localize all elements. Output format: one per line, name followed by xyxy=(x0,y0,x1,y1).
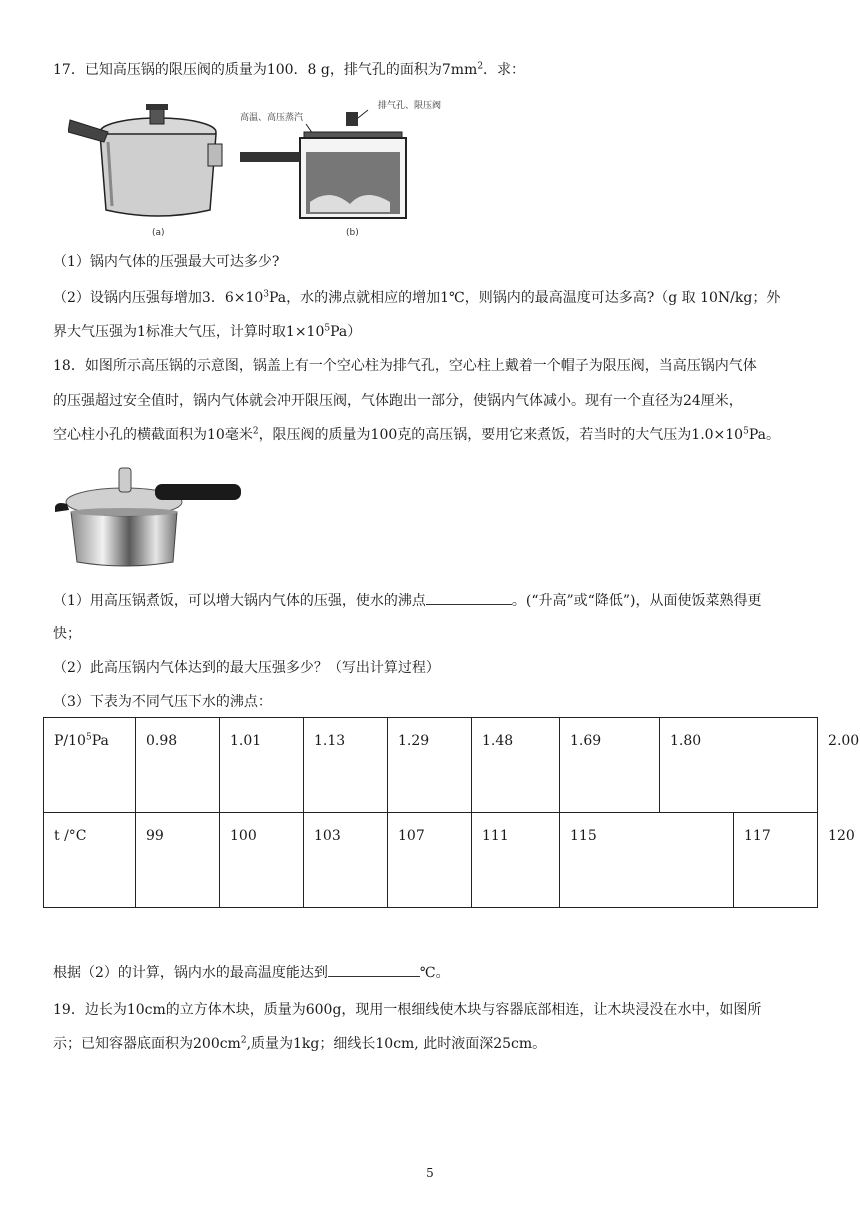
q18-sub1-line2: 快； xyxy=(53,626,81,642)
pressure-cooker-figure-b xyxy=(240,92,480,242)
q18-stem-line1: 18．如图所示高压锅的示意图，锅盖上有一个空心柱为排气孔，空心柱上戴着一个帽子为限压阀，当高压锅内气体 xyxy=(53,358,757,374)
q18-sub3: （3）下表为不同气压下水的沸点： xyxy=(53,694,272,710)
temperature-cell: 103 xyxy=(304,813,388,908)
pressure-cell: 1.80 xyxy=(660,718,818,813)
fig-b-caption: (b) xyxy=(346,228,359,238)
pressure-cooker-figure-a xyxy=(68,92,228,242)
q17-stem: 17．已知高压锅的限压阀的质量为100．8 g，排气孔的面积为$7mm^2$．求： xyxy=(53,61,526,78)
fig-a-caption: (a) xyxy=(152,228,165,238)
fig-b-label-steam: 高温、高压蒸汽 xyxy=(240,113,304,123)
pressure-cell: 1.29 xyxy=(388,718,472,813)
temperature-row: t /°C 99 100 103 107 111 115 117 120 xyxy=(44,813,818,908)
pressure-cell: 1.48 xyxy=(472,718,560,813)
pressure-cell: 1.01 xyxy=(220,718,304,813)
q17-sub2-line2: 界大气压强为1标准大气压，计算时取$1\times 10^5Pa$） xyxy=(53,323,362,340)
pressure-cell: 0.98 xyxy=(136,718,220,813)
boiling-point-answer-blank[interactable] xyxy=(426,590,512,605)
pressure-row: $P/10^5Pa$ 0.98 1.01 1.13 1.29 1.48 1.69 1.80 2.00 xyxy=(44,718,818,813)
q19-line2: 示；已知容器底面积为$200cm^2$,质量为1kg；细线长10cm, 此时液面深25cm。 xyxy=(53,1035,547,1052)
temperature-cell: 107 xyxy=(388,813,472,908)
max-temperature-answer-blank[interactable] xyxy=(328,962,420,977)
temperature-cell: 115 xyxy=(560,813,734,908)
pressure-cell: 1.69 xyxy=(560,718,660,813)
q17-sub1: （1）锅内气体的压强最大可达多少? xyxy=(53,254,280,270)
pressure-header: $P/10^5Pa$ xyxy=(44,718,136,813)
pressure-cell: 1.13 xyxy=(304,718,388,813)
q17-sub2: （2）设锅内压强每增加3．$6\times 10^3Pa$，水的沸点就相应的增加1℃，则锅内的最高温度可达多高?（g 取 10N/kg；外 xyxy=(53,289,781,306)
boiling-point-table xyxy=(43,717,860,908)
temperature-cell: 100 xyxy=(220,813,304,908)
q18-sub1: （1）用高压锅煮饭，可以增大锅内气体的压强，使水的沸点 。(“升高”或“降低”)，从面使饭菜熟得更 xyxy=(53,590,761,611)
page-number: 5 xyxy=(426,1166,434,1180)
q18-sub2: （2）此高压锅内气体达到的最大压强多少？（写出计算过程） xyxy=(53,660,440,676)
temperature-cell: 117 xyxy=(734,813,818,908)
fig-b-label-valve: 排气孔、限压阀 xyxy=(378,101,442,111)
q19-line1: 19．边长为10cm的立方体木块，质量为600g，现用一根细线使木块与容器底部相连，让木块浸没在水中，如图所 xyxy=(53,1002,762,1018)
q18-conclusion: 根据（2）的计算，锅内水的最高温度能达到 ℃。 xyxy=(53,962,450,983)
temperature-header: t /°C xyxy=(44,813,136,908)
q18-stem-line3: 空心柱小孔的横截面积为10毫米$^2$，限压阀的质量为100克的高压锅，要用它来煮饭，若当时的大气压为$1.0\times 10^5Pa$。 xyxy=(53,426,780,443)
temperature-cell: 111 xyxy=(472,813,560,908)
q18-stem-line2: 的压强超过安全值时，锅内气体就会冲开限压阀，气体跑出一部分，使锅内气体减小。现有一个直径为24厘米， xyxy=(53,393,743,409)
pressure-cooker-photo xyxy=(55,462,245,572)
temperature-cell: 99 xyxy=(136,813,220,908)
